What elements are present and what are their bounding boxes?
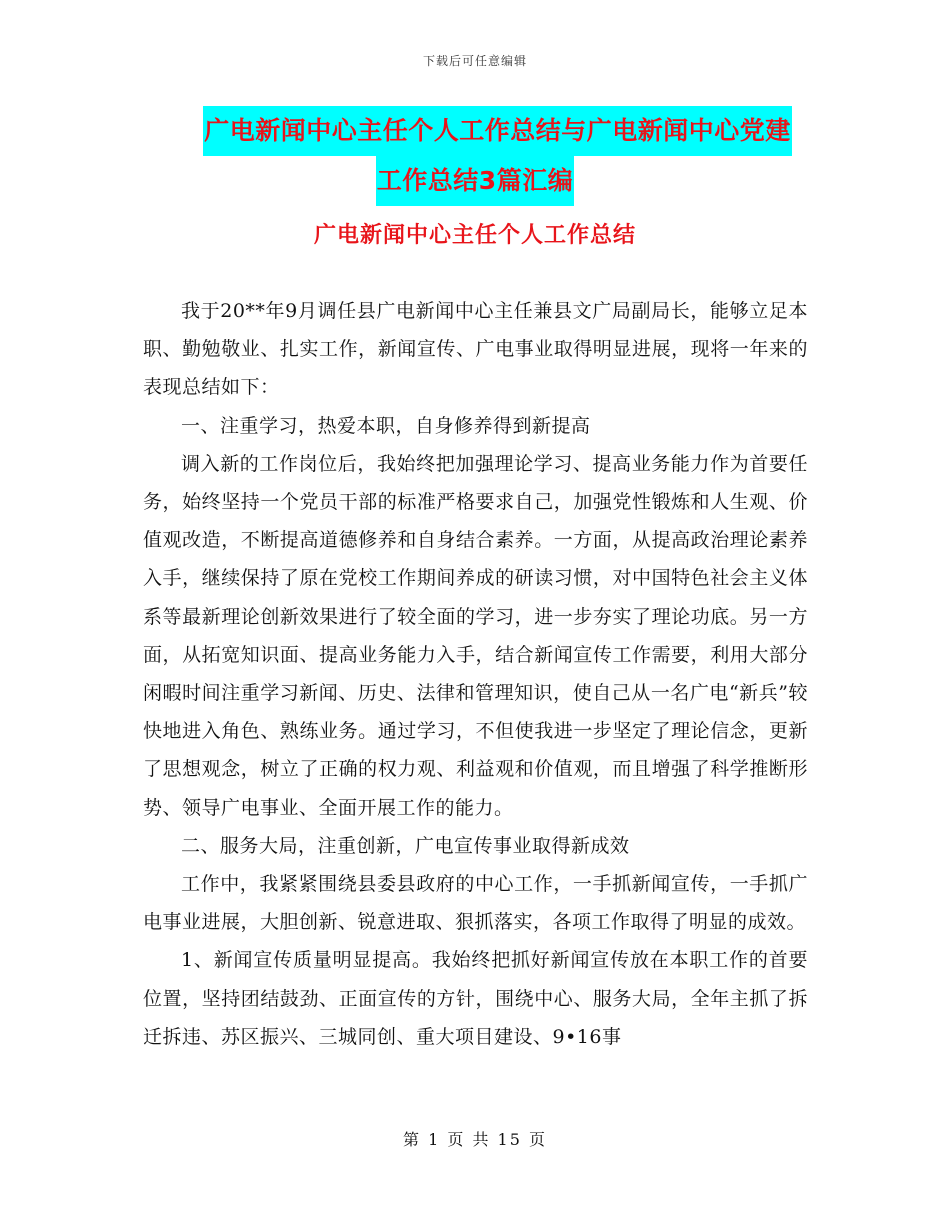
- paragraph-heading: 一、注重学习，热爱本职，自身修养得到新提高: [181, 414, 591, 437]
- paragraph: 1、新闻宣传质量明显提高。我始终把抓好新闻宣传放在本职工作的首要位置，坚持团结鼓劲、正面宣传的方针，围绕中心、服务大局，全年主抓了拆迁拆违、苏区振兴、三城同创、重大项目建设、9•16事: [143, 949, 808, 1048]
- paragraph: 我于20**年9月调任县广电新闻中心主任兼县文广局副局长，能够立足本职、勤勉敬业、扎实工作，新闻宣传、广电事业取得明显进展，现将一年来的表现总结如下：: [143, 300, 808, 399]
- paragraph: 调入新的工作岗位后，我始终把加强理论学习、提高业务能力作为首要任务，始终坚持一个党员干部的标准严格要求自己，加强党性锻炼和人生观、价值观改造，不断提高道德修养和自身结合素养。一方面，从提高政治理论素养入手，继续保持了原在党校工作期间养成的研读习惯，对中国特色社会主义体系等最新理论创新效果进行了较全面的学习，进一步夯实了理论功底。另一方面，从拓宽知识面、提高业务能力入手，结合新闻宣传工作需要，利用大部分闲暇时间注重学习新闻、历史、法律和管理知识，使自己从一名广电“新兵”较快地进入角色、熟练业务。通过学习，不但使我进一步坚定了理论信念，更新了思想观念，树立了正确的权力观、利益观和价值观，而且增强了科学推断形势、领导广电事业、全面开展工作的能力。: [143, 452, 808, 819]
- paragraph-heading: 二、服务大局，注重创新，广电宣传事业取得新成效: [181, 834, 630, 857]
- document-title: [0, 106, 950, 206]
- page-number: 第 1 页 共 15 页: [403, 1130, 547, 1149]
- header-note: 下载后可任意编辑: [422, 54, 527, 68]
- paragraph: 工作中，我紧紧围绕县委县政府的中心工作，一手抓新闻宣传，一手抓广电事业进展，大胆创新、锐意进取、狠抓落实，各项工作取得了明显的成效。: [143, 873, 808, 934]
- title-line-1: 广电新闻中心主任个人工作总结与广电新闻中心党建: [203, 106, 792, 156]
- title-line-2: 工作总结3篇汇编: [376, 156, 574, 206]
- body-text: [143, 292, 808, 1056]
- section-title: 广电新闻中心主任个人工作总结: [313, 223, 636, 248]
